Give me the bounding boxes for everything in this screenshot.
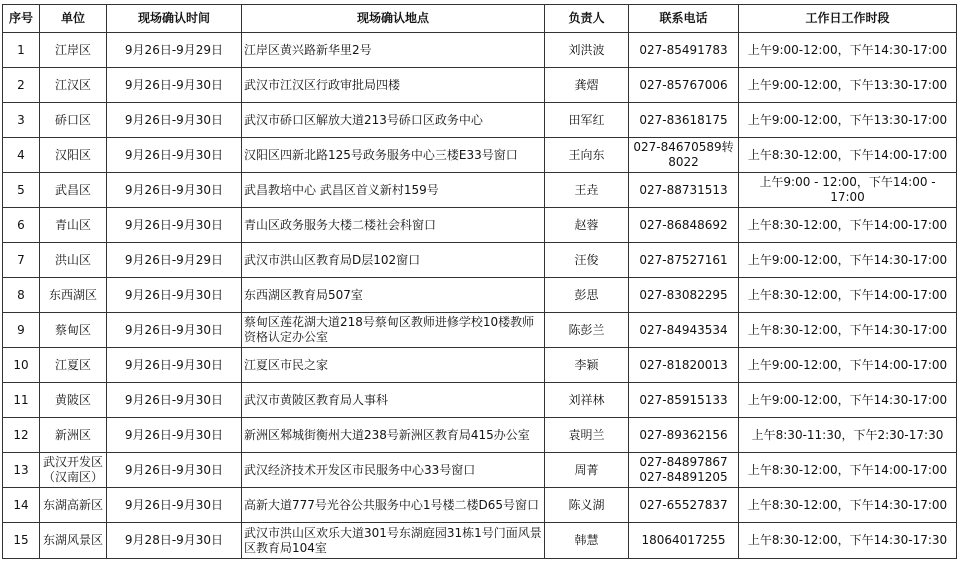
cell-unit: 东西湖区 — [40, 278, 107, 313]
cell-unit: 东湖高新区 — [40, 488, 107, 523]
cell-no: 2 — [3, 68, 40, 103]
cell-unit: 江岸区 — [40, 33, 107, 68]
cell-time: 9月26日-9月30日 — [107, 278, 242, 313]
cell-person: 赵蓉 — [545, 208, 629, 243]
header-row — [3, 5, 957, 33]
cell-hours: 上午8:30-12:00，下午14:00-17:00 — [739, 453, 957, 488]
cell-time: 9月26日-9月30日 — [107, 68, 242, 103]
table-row — [3, 103, 957, 138]
cell-phone: 027-84670589转8022 — [629, 138, 739, 173]
cell-time: 9月26日-9月30日 — [107, 313, 242, 348]
cell-phone: 027-85915133 — [629, 383, 739, 418]
header-person: 负责人 — [545, 5, 629, 33]
cell-hours: 上午8:30-12:00，下午14:00-17:00 — [739, 278, 957, 313]
cell-unit: 江汉区 — [40, 68, 107, 103]
cell-hours: 上午8:30-11:30，下午2:30-17:30 — [739, 418, 957, 453]
cell-person: 彭思 — [545, 278, 629, 313]
cell-hours: 上午9:00-12:00，下午13:30-17:00 — [739, 68, 957, 103]
cell-person: 李颖 — [545, 348, 629, 383]
cell-no: 10 — [3, 348, 40, 383]
cell-no: 4 — [3, 138, 40, 173]
cell-hours: 上午9:00-12:00，下午14:30-17:00 — [739, 243, 957, 278]
table-row — [3, 488, 957, 523]
cell-hours: 上午8:30-12:00，下午14:30-17:00 — [739, 488, 957, 523]
cell-place: 武汉市硚口区解放大道213号硚口区政务中心 — [242, 103, 545, 138]
cell-hours: 上午8:30-12:00，下午14:00-17:00 — [739, 208, 957, 243]
cell-time: 9月26日-9月29日 — [107, 33, 242, 68]
cell-phone: 027-84943534 — [629, 313, 739, 348]
cell-time: 9月26日-9月30日 — [107, 348, 242, 383]
cell-person: 王向东 — [545, 138, 629, 173]
header-no: 序号 — [3, 5, 40, 33]
cell-phone: 027-87527161 — [629, 243, 739, 278]
cell-unit: 汉阳区 — [40, 138, 107, 173]
cell-time: 9月26日-9月30日 — [107, 138, 242, 173]
cell-unit: 黄陂区 — [40, 383, 107, 418]
cell-time: 9月26日-9月30日 — [107, 488, 242, 523]
cell-phone: 027-85491783 — [629, 33, 739, 68]
table-row — [3, 453, 957, 488]
cell-hours: 上午9:00 - 12:00，下午14:00 - 17:00 — [739, 173, 957, 208]
cell-person: 刘洪波 — [545, 33, 629, 68]
cell-time: 9月26日-9月30日 — [107, 103, 242, 138]
cell-place: 武汉经济技术开发区市民服务中心33号窗口 — [242, 453, 545, 488]
cell-time: 9月28日-9月30日 — [107, 523, 242, 559]
cell-no: 3 — [3, 103, 40, 138]
cell-unit: 洪山区 — [40, 243, 107, 278]
table-row — [3, 313, 957, 348]
cell-unit: 青山区 — [40, 208, 107, 243]
cell-place: 武昌教培中心 武昌区首义新村159号 — [242, 173, 545, 208]
cell-time: 9月26日-9月30日 — [107, 418, 242, 453]
cell-unit: 硚口区 — [40, 103, 107, 138]
table-row — [3, 208, 957, 243]
cell-place: 东西湖区教育局507室 — [242, 278, 545, 313]
table-row — [3, 523, 957, 559]
table-row — [3, 348, 957, 383]
cell-person: 陈义湖 — [545, 488, 629, 523]
header-hours: 工作日工作时段 — [739, 5, 957, 33]
cell-no: 15 — [3, 523, 40, 559]
cell-phone: 027-83082295 — [629, 278, 739, 313]
header-place: 现场确认地点 — [242, 5, 545, 33]
cell-time: 9月26日-9月30日 — [107, 453, 242, 488]
cell-hours: 上午9:00-12:00，下午14:30-17:00 — [739, 33, 957, 68]
cell-no: 8 — [3, 278, 40, 313]
cell-no: 5 — [3, 173, 40, 208]
header-phone: 联系电话 — [629, 5, 739, 33]
table-row — [3, 383, 957, 418]
cell-person: 汪俊 — [545, 243, 629, 278]
cell-place: 新洲区邾城街衡州大道238号新洲区教育局415办公室 — [242, 418, 545, 453]
cell-unit: 东湖风景区 — [40, 523, 107, 559]
cell-place: 江夏区市民之家 — [242, 348, 545, 383]
schedule-table — [2, 4, 957, 559]
cell-phone: 027-84897867 027-84891205 — [629, 453, 739, 488]
cell-phone: 18064017255 — [629, 523, 739, 559]
cell-no: 7 — [3, 243, 40, 278]
cell-time: 9月26日-9月30日 — [107, 173, 242, 208]
cell-phone: 027-88731513 — [629, 173, 739, 208]
cell-unit: 武汉开发区（汉南区） — [40, 453, 107, 488]
cell-person: 龚熠 — [545, 68, 629, 103]
table-row — [3, 138, 957, 173]
cell-hours: 上午8:30-12:00，下午14:30-17:30 — [739, 523, 957, 559]
cell-unit: 新洲区 — [40, 418, 107, 453]
cell-hours: 上午8:30-12:00，下午14:30-17:00 — [739, 313, 957, 348]
cell-place: 武汉市黄陂区教育局人事科 — [242, 383, 545, 418]
cell-place: 武汉市洪山区教育局D层102窗口 — [242, 243, 545, 278]
table-row — [3, 68, 957, 103]
cell-phone: 027-65527837 — [629, 488, 739, 523]
header-time: 现场确认时间 — [107, 5, 242, 33]
cell-hours: 上午8:30-12:00，下午14:00-17:00 — [739, 138, 957, 173]
table-row — [3, 278, 957, 313]
cell-no: 6 — [3, 208, 40, 243]
cell-phone: 027-86848692 — [629, 208, 739, 243]
cell-time: 9月26日-9月29日 — [107, 243, 242, 278]
cell-place: 蔡甸区莲花湖大道218号蔡甸区教师进修学校10楼教师资格认定办公室 — [242, 313, 545, 348]
cell-time: 9月26日-9月30日 — [107, 208, 242, 243]
cell-unit: 蔡甸区 — [40, 313, 107, 348]
cell-place: 青山区政务服务大楼二楼社会科窗口 — [242, 208, 545, 243]
table-row — [3, 418, 957, 453]
cell-time: 9月26日-9月30日 — [107, 383, 242, 418]
cell-person: 陈彭兰 — [545, 313, 629, 348]
cell-place: 汉阳区四新北路125号政务服务中心三楼E33号窗口 — [242, 138, 545, 173]
cell-no: 13 — [3, 453, 40, 488]
cell-place: 江岸区黄兴路新华里2号 — [242, 33, 545, 68]
cell-hours: 上午9:00-12:00，下午13:30-17:00 — [739, 103, 957, 138]
table-row — [3, 243, 957, 278]
cell-person: 刘祥林 — [545, 383, 629, 418]
cell-no: 11 — [3, 383, 40, 418]
cell-no: 12 — [3, 418, 40, 453]
confirmation-schedule-table — [2, 4, 957, 559]
cell-phone: 027-81820013 — [629, 348, 739, 383]
cell-unit: 武昌区 — [40, 173, 107, 208]
cell-phone: 027-85767006 — [629, 68, 739, 103]
cell-hours: 上午9:00-12:00，下午14:00-17:00 — [739, 348, 957, 383]
table-row — [3, 173, 957, 208]
cell-phone: 027-83618175 — [629, 103, 739, 138]
cell-no: 9 — [3, 313, 40, 348]
cell-place: 武汉市洪山区欢乐大道301号东湖庭园31栋1号门面风景区教育局104室 — [242, 523, 545, 559]
cell-person: 田军红 — [545, 103, 629, 138]
header-unit: 单位 — [40, 5, 107, 33]
cell-no: 14 — [3, 488, 40, 523]
cell-place: 高新大道777号光谷公共服务中心1号楼二楼D65号窗口 — [242, 488, 545, 523]
cell-person: 袁明兰 — [545, 418, 629, 453]
table-row — [3, 33, 957, 68]
cell-no: 1 — [3, 33, 40, 68]
cell-place: 武汉市江汉区行政审批局四楼 — [242, 68, 545, 103]
cell-unit: 江夏区 — [40, 348, 107, 383]
cell-person: 王垚 — [545, 173, 629, 208]
cell-person: 韩慧 — [545, 523, 629, 559]
cell-person: 周菁 — [545, 453, 629, 488]
cell-phone: 027-89362156 — [629, 418, 739, 453]
cell-hours: 上午9:00-12:00，下午14:30-17:00 — [739, 383, 957, 418]
